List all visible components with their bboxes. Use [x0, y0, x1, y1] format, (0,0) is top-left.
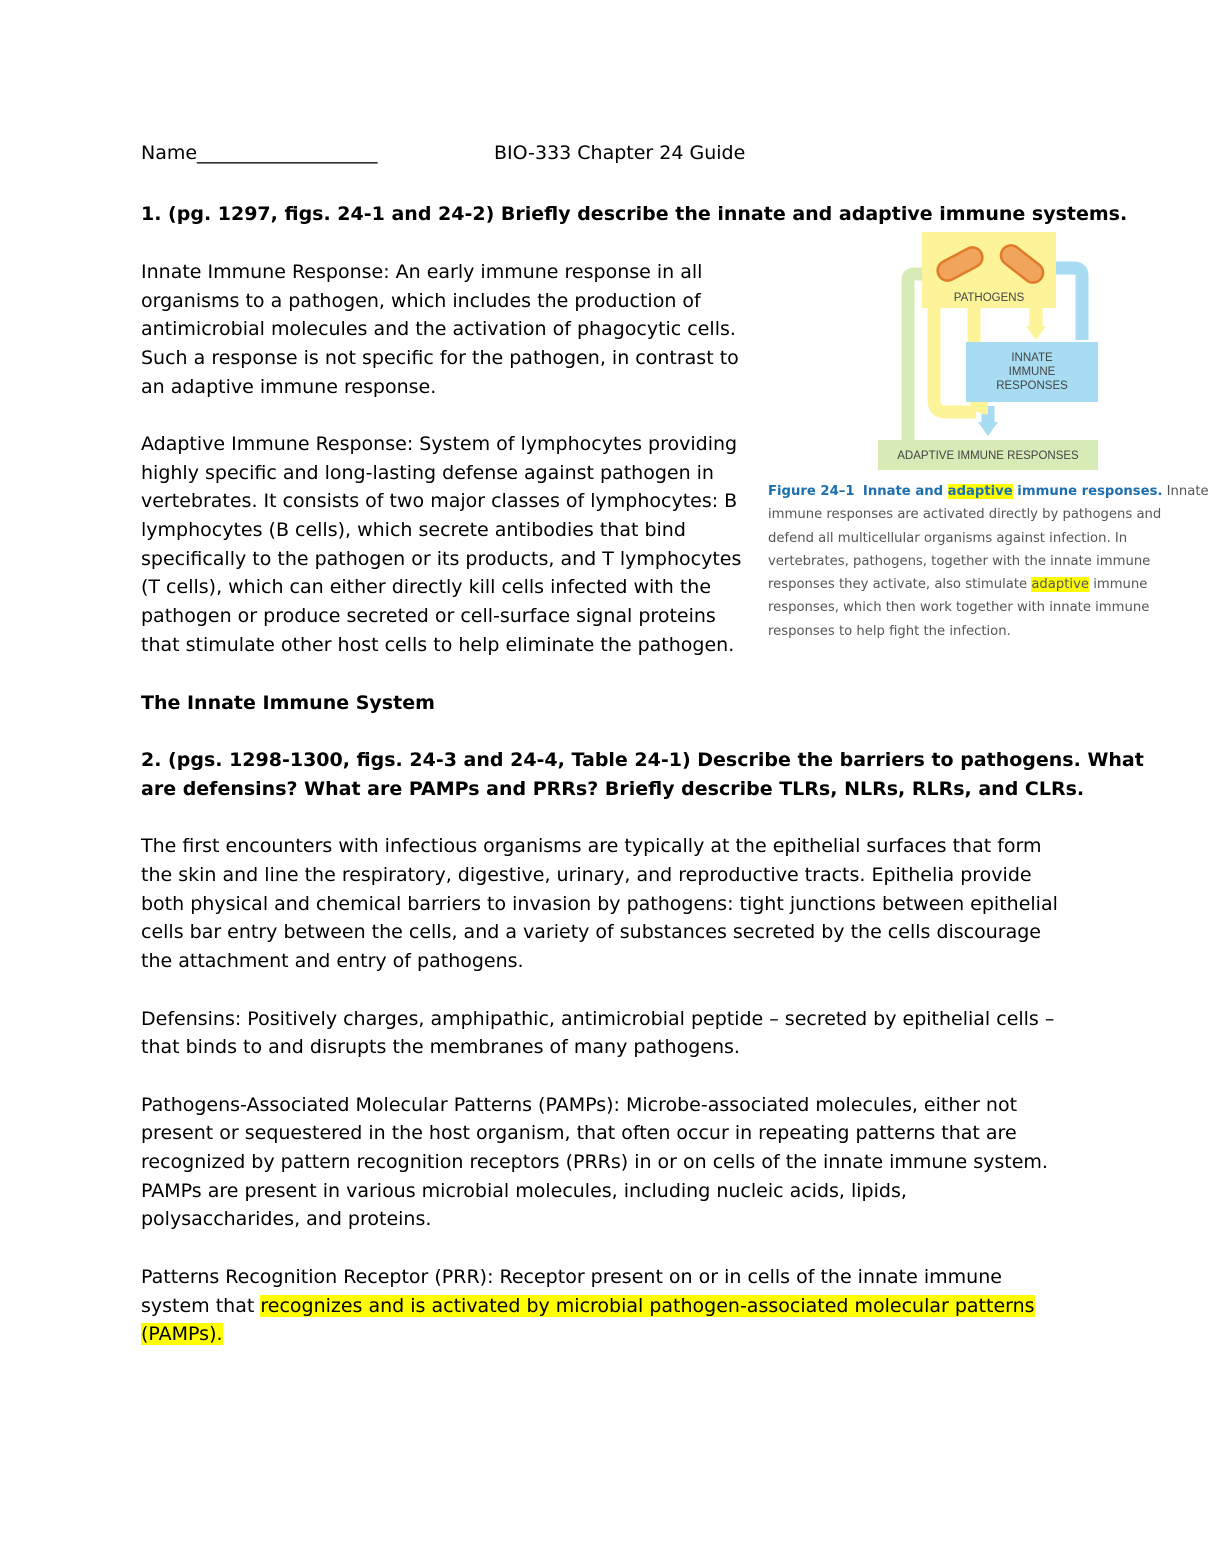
text-line: the attachment and entry of pathogens.: [141, 950, 524, 972]
text-line: Defensins: Positively charges, amphipathic, antimicrobial peptide – secreted by epithelial cells –: [141, 1008, 1055, 1030]
text-line: Pathogens-Associated Molecular Patterns (PAMPs): Microbe-associated molecules, either not: [141, 1094, 1018, 1116]
caption-line: responses, which then work together with innate immune: [768, 600, 1150, 616]
text-line: that stimulate other host cells to help eliminate the pathogen.: [141, 634, 735, 656]
text-line: Adaptive Immune Response: System of lymphocytes providing: [141, 433, 738, 455]
innate-label-line: IMMUNE: [1008, 366, 1056, 378]
text-line: the skin and line the respiratory, digestive, urinary, and reproductive tracts. Epithelia provide: [141, 864, 1032, 886]
text-line: that binds to and disrupts the membranes of many pathogens.: [141, 1036, 740, 1058]
figure-title: immune responses.: [1012, 484, 1163, 499]
header-title: BIO-333 Chapter 24 Guide: [494, 142, 746, 164]
caption-line: responses to help fight the infection.: [768, 623, 1011, 639]
text-line: polysaccharides, and proteins.: [141, 1208, 432, 1230]
blue-arrow: [1056, 268, 1082, 340]
text-line: vertebrates. It consists of two major classes of lymphocytes: B: [141, 490, 738, 512]
text-line: antimicrobial molecules and the activation of phagocytic cells.: [141, 318, 736, 340]
caption-text: immune: [1089, 577, 1148, 593]
text-line: highly specific and long-lasting defense against pathogen in: [141, 462, 714, 484]
caption-text: Innate: [1162, 484, 1209, 499]
question-1: 1. (pg. 1297, figs. 24-1 and 24-2) Briefly describe the innate and adaptive immune systems.: [141, 203, 1128, 225]
innate-label-line: RESPONSES: [996, 380, 1068, 392]
highlight: adaptive: [947, 484, 1013, 499]
adaptive-label: ADAPTIVE IMMUNE RESPONSES: [897, 450, 1079, 462]
caption-line: [768, 480, 1209, 503]
text-line: PAMPs are present in various microbial molecules, including nucleic acids, lipids,: [141, 1180, 907, 1202]
text-line: Innate Immune Response: An early immune response in all: [141, 261, 703, 283]
header-name: Name___________________: [141, 142, 378, 164]
text-line: present or sequestered in the host organism, that often occur in repeating patterns that are: [141, 1122, 1017, 1144]
figure-caption: [768, 480, 1209, 643]
text-line: organisms to a pathogen, which includes the production of: [141, 290, 701, 312]
highlight: adaptive: [1031, 577, 1089, 593]
text-line: both physical and chemical barriers to invasion by pathogens: tight junctions between epithelial: [141, 893, 1058, 915]
highlight: (PAMPs).: [141, 1323, 223, 1345]
caption-line: vertebrates, pathogens, together with the innate immune: [768, 553, 1151, 569]
immune-response-diagram: [878, 232, 1100, 470]
text-line: 2. (pgs. 1298-1300, figs. 24-3 and 24-4, Table 24-1) Describe the barriers to pathogens. What: [141, 749, 1144, 771]
text-line: pathogen or produce secreted or cell-surface signal proteins: [141, 605, 716, 627]
section-heading: The Innate Immune System: [141, 692, 435, 714]
text-line: specifically to the pathogen or its products, and T lymphocytes: [141, 548, 742, 570]
text-line: Patterns Recognition Receptor (PRR): Receptor present on or in cells of the innate immune: [141, 1266, 1002, 1288]
text-line: Such a response is not specific for the pathogen, in contrast to: [141, 347, 739, 369]
text-span: system that: [141, 1295, 261, 1317]
innate-label-line: INNATE: [1011, 352, 1053, 364]
caption-text: responses they activate, also stimulate: [768, 577, 1032, 593]
caption-line: immune responses are activated directly by pathogens and: [768, 507, 1162, 523]
caption-line: [768, 573, 1188, 596]
text-line: an adaptive immune response.: [141, 376, 437, 398]
text-line: are defensins? What are PAMPs and PRRs? Briefly describe TLRs, NLRs, RLRs, and CLRs.: [141, 778, 1085, 800]
highlight: recognizes and is activated by microbial pathogen-associated molecular patterns: [260, 1295, 1035, 1317]
text-line: (T cells), which can either directly kill cells infected with the: [141, 576, 712, 598]
blue-arrowhead: [978, 422, 998, 436]
pathogens-label: PATHOGENS: [953, 292, 1025, 304]
yellow-arrowhead: [1026, 326, 1046, 340]
text-line: The first encounters with infectious organisms are typically at the epithelial surfaces that form: [141, 835, 1042, 857]
green-feedback-arrow: [908, 274, 922, 440]
figure-title: Innate and: [862, 484, 948, 499]
figure-label: Figure 24–1: [768, 484, 855, 499]
text-line: lymphocytes (B cells), which secrete antibodies that bind: [141, 519, 686, 541]
caption-line: defend all multicellular organisms against infection. In: [768, 530, 1128, 546]
text-line: cells bar entry between the cells, and a variety of substances secreted by the cells discourage: [141, 921, 1041, 943]
text-line: [141, 1320, 223, 1349]
text-line: [141, 1292, 1035, 1321]
text-line: recognized by pattern recognition receptors (PRRs) in or on cells of the innate immune system.: [141, 1151, 1048, 1173]
